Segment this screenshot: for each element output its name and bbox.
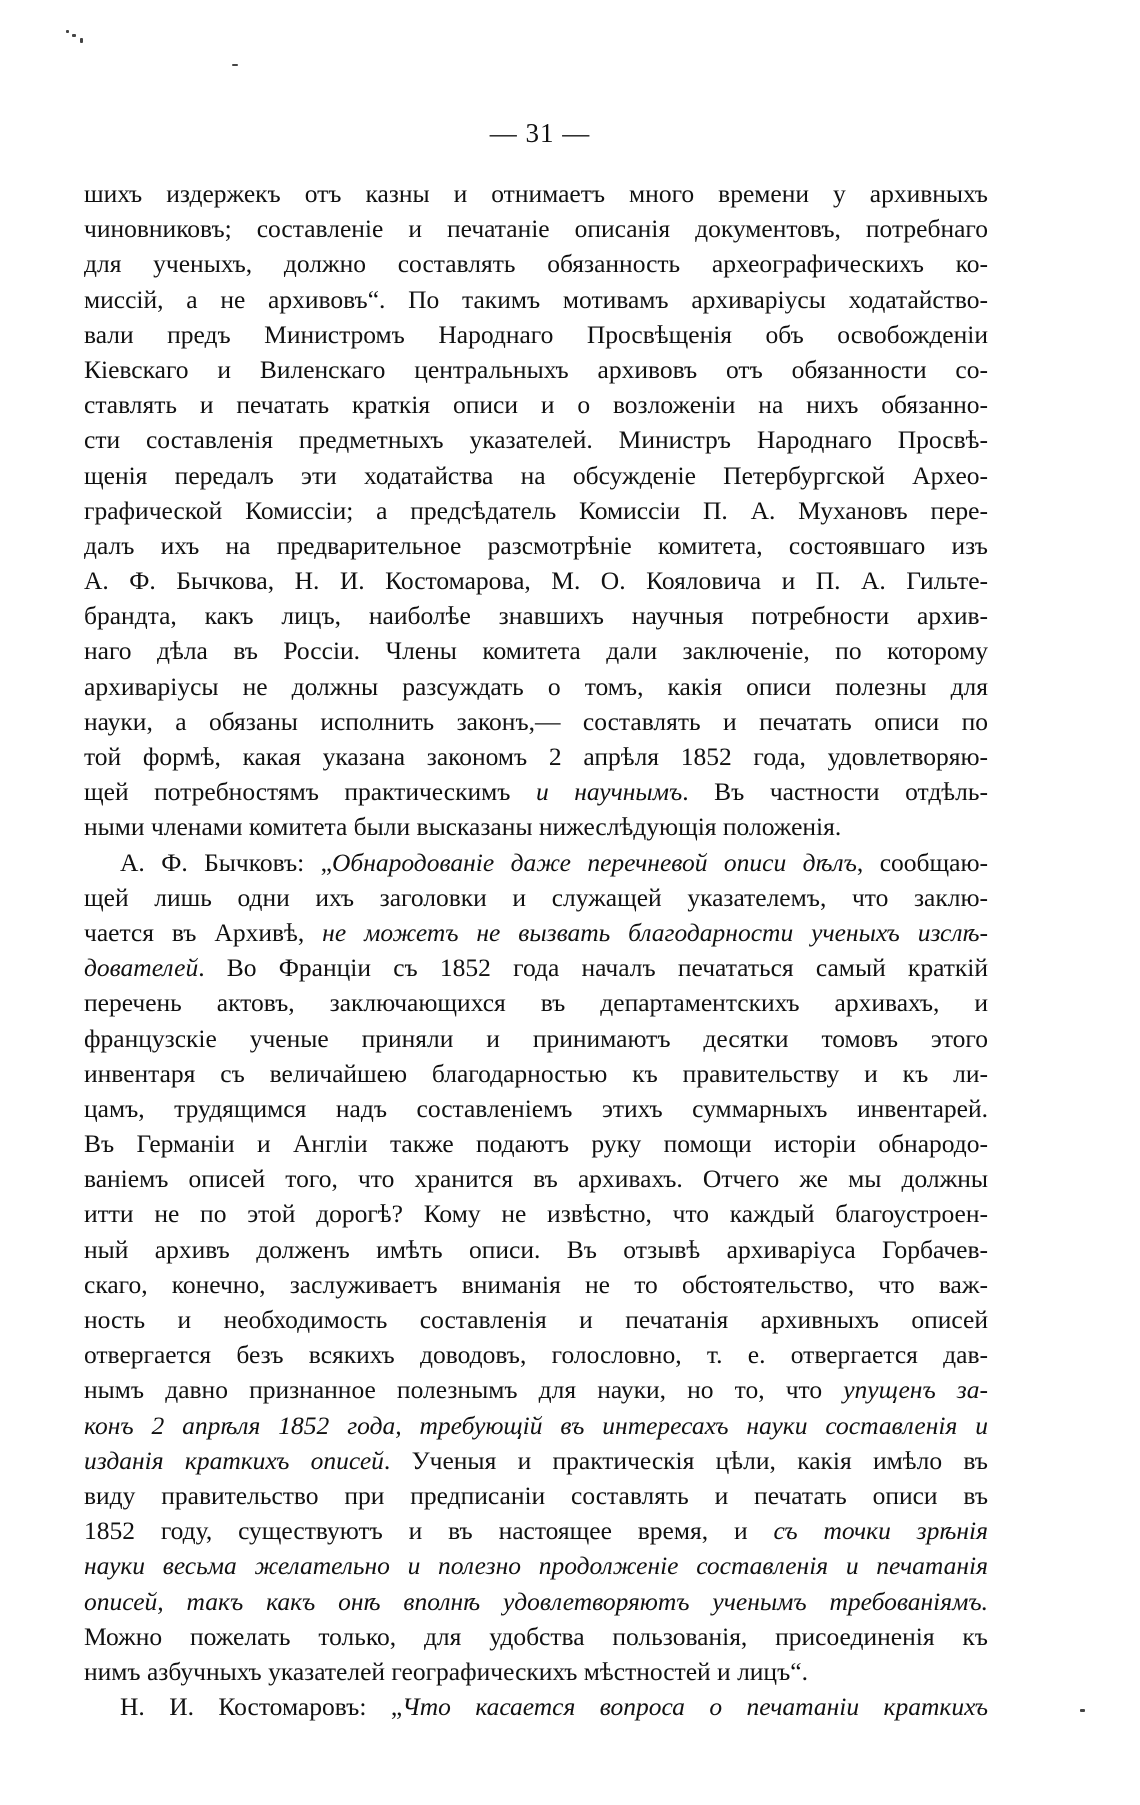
text-segment: нымъ давно признанное полезнымъ для науки, но то, что [84, 1375, 844, 1405]
italic-text: дователей [84, 953, 199, 983]
text-line [84, 985, 988, 1020]
text-segment: вали предъ Министромъ Народнаго Просвѣщенія объ освобожденіи [84, 319, 988, 349]
text-line [84, 1548, 988, 1583]
text-segment: щенія передалъ эти ходатайства на обсужденіе Петербургской Архео- [84, 460, 988, 490]
text-line [84, 1056, 988, 1091]
text-segment: той формѣ, какая указана закономъ 2 апрѣля 1852 года, удовлетворяю- [84, 742, 988, 771]
text-segment: наго дѣла въ Россіи. Члены комитета дали заключеніе, по которому [84, 636, 988, 666]
text-segment: 1852 году, существуютъ и въ настоящее время, и [84, 1516, 774, 1546]
text-line [84, 1372, 988, 1407]
print-speck [232, 64, 238, 66]
text-line [84, 845, 988, 880]
text-line [84, 1267, 988, 1302]
text-segment: Въ Германіи и Англіи также подаютъ руку помощи исторіи обнародо- [84, 1129, 988, 1159]
text-line [84, 633, 988, 668]
text-line [84, 704, 988, 739]
text-segment: , сообщаю- [856, 847, 988, 877]
text-line [84, 1302, 988, 1337]
text-line [84, 1337, 988, 1372]
text-segment: далъ ихъ на предварительное разсмотрѣніе комитета, состоявшаго изъ [84, 530, 988, 560]
text-segment: Кіевскаго и Виленскаго центральныхъ архивовъ отъ обязанности со- [84, 354, 988, 384]
text-line [84, 809, 988, 844]
italic-text: не можетъ не вызвать благодарности ученыхъ изслѣ- [322, 917, 988, 947]
text-segment: ваніемъ описей того, что хранится въ архивахъ. Отчего же мы должны [84, 1164, 988, 1194]
text-line [84, 1689, 988, 1724]
text-line [84, 1654, 988, 1689]
text-line [84, 282, 988, 317]
text-segment: итти не по этой дорогѣ? Кому не извѣстно, что каждый благоустроен- [84, 1199, 988, 1229]
text-segment: ность и необходимость составленія и печатанія архивныхъ описей [84, 1305, 988, 1334]
italic-text: изданія краткихъ описей [84, 1445, 384, 1475]
text-line [84, 176, 988, 211]
text-line [84, 774, 988, 809]
text-segment: А. Ф. Бычковъ: „ [120, 847, 332, 877]
print-speck [72, 34, 76, 37]
text-line [84, 211, 988, 246]
print-speck [66, 30, 69, 33]
text-segment: А. Ф. Бычкова, Н. И. Костомарова, М. О. Кояловича и П. А. Гильте- [84, 566, 988, 596]
print-speck [80, 38, 83, 43]
text-line [84, 1408, 988, 1443]
italic-text: науки весьма желательно и полезно продолженіе составленія и печатанія [84, 1551, 988, 1581]
text-line [84, 1584, 988, 1619]
text-line [84, 1161, 988, 1196]
text-segment: отвергается безъ всякихъ доводовъ, голословно, т. е. отвергается дав- [84, 1340, 988, 1370]
text-segment: Можно пожелать только, для удобства пользованія, присоединенія къ [84, 1621, 988, 1651]
text-line [84, 528, 988, 563]
text-segment: нимъ азбучныхъ указателей географическихъ мѣстностей и лицъ“. [84, 1656, 808, 1686]
text-line [84, 598, 988, 633]
text-segment: архиваріусы не должны разсуждать о томъ, какія описи полезны для [84, 671, 988, 701]
text-segment: виду правительство при предписаніи составлять и печатать описи въ [84, 1480, 988, 1510]
text-line [84, 422, 988, 457]
text-segment: сти составленія предметныхъ указателей. Министръ Народнаго Просвѣ- [84, 425, 988, 455]
text-segment: ставлять и печатать краткія описи и о возложеніи на нихъ обязанно- [84, 390, 988, 420]
italic-text: описей, такъ какъ онѣ вполнѣ удовлетворяютъ ученымъ требованіямъ. [84, 1586, 988, 1616]
text-segment: миссій, а не архивовъ“. По такимъ мотивамъ архиваріусы ходатайство- [84, 284, 988, 314]
text-segment: щей потребностямъ практическимъ [84, 777, 536, 807]
italic-text: упущенъ за- [843, 1375, 988, 1405]
text-line [84, 387, 988, 422]
text-line [84, 352, 988, 387]
text-segment: . Во Франціи съ 1852 года началъ печататься самый краткій [198, 953, 988, 983]
text-line [84, 458, 988, 493]
text-line [84, 1091, 988, 1126]
text-line [84, 950, 988, 985]
italic-text: конъ 2 апрѣля 1852 года, требующій въ интересахъ науки составленія и [84, 1410, 988, 1440]
text-segment: французскіе ученые приняли и принимаютъ десятки томовъ этого [84, 1023, 988, 1053]
text-segment: графической Комиссіи; а предсѣдатель Комиссіи П. А. Мухановъ пере- [84, 495, 988, 525]
text-line [84, 1513, 988, 1548]
text-line [84, 1443, 988, 1478]
italic-text: и научнымъ [535, 777, 683, 807]
text-segment: перечень актовъ, заключающихся въ департаментскихъ архивахъ, и [84, 988, 988, 1018]
text-segment: . Въ частности отдѣль- [682, 777, 988, 807]
text-line [84, 1478, 988, 1513]
text-line [84, 563, 988, 598]
text-line [84, 1126, 988, 1161]
text-segment: ными членами комитета были высказаны нижеслѣдующія положенія. [84, 812, 842, 842]
page-number: — 31 — [489, 118, 591, 148]
text-segment: науки, а обязаны исполнить законъ,— составлять и печатать описи по [84, 706, 988, 736]
text-line [84, 739, 988, 774]
text-segment: чается въ Архивѣ, [84, 917, 323, 947]
italic-text: Что касается вопроса о печатаніи краткихъ [402, 1692, 988, 1722]
text-line [84, 317, 988, 352]
text-line [84, 246, 988, 281]
print-speck [1080, 1709, 1085, 1712]
text-segment: Н. И. Костомаровъ: „ [120, 1692, 403, 1722]
text-segment: брандта, какъ лицъ, наиболѣе знавшихъ научныя потребности архив- [84, 601, 988, 631]
text-segment: скаго, конечно, заслуживаетъ вниманія не то обстоятельство, что важ- [84, 1269, 988, 1299]
italic-text: съ точки зрѣнія [773, 1516, 988, 1546]
text-line [84, 880, 988, 915]
text-segment: щей лишь одни ихъ заголовки и служащей указателемъ, что заклю- [84, 882, 988, 912]
text-line [84, 1619, 988, 1654]
text-line [84, 1196, 988, 1231]
text-segment: для ученыхъ, должно составлять обязанность археографическихъ ко- [84, 249, 988, 279]
text-line [84, 915, 988, 950]
text-line [84, 669, 988, 704]
text-segment: инвентаря съ величайшею благодарностью къ правительству и къ ли- [84, 1058, 988, 1088]
italic-text: Обнародованіе даже перечневой описи дѣлъ [332, 847, 857, 877]
text-segment: шихъ издержекъ отъ казны и отнимаетъ много времени у архивныхъ [84, 179, 988, 208]
text-segment: . Ученыя и практическія цѣли, какія имѣло въ [383, 1445, 988, 1475]
text-segment: ный архивъ долженъ имѣть описи. Въ отзывѣ архиваріуса Горбачев- [84, 1234, 988, 1264]
text-segment: чиновниковъ; составленіе и печатаніе описанія документовъ, потребнаго [84, 214, 988, 244]
text-line [84, 1232, 988, 1267]
text-line [84, 493, 988, 528]
text-segment: цамъ, трудящимся надъ составленіемъ этихъ суммарныхъ инвентарей. [84, 1093, 988, 1123]
body-text [84, 176, 988, 1724]
text-line [84, 1021, 988, 1056]
